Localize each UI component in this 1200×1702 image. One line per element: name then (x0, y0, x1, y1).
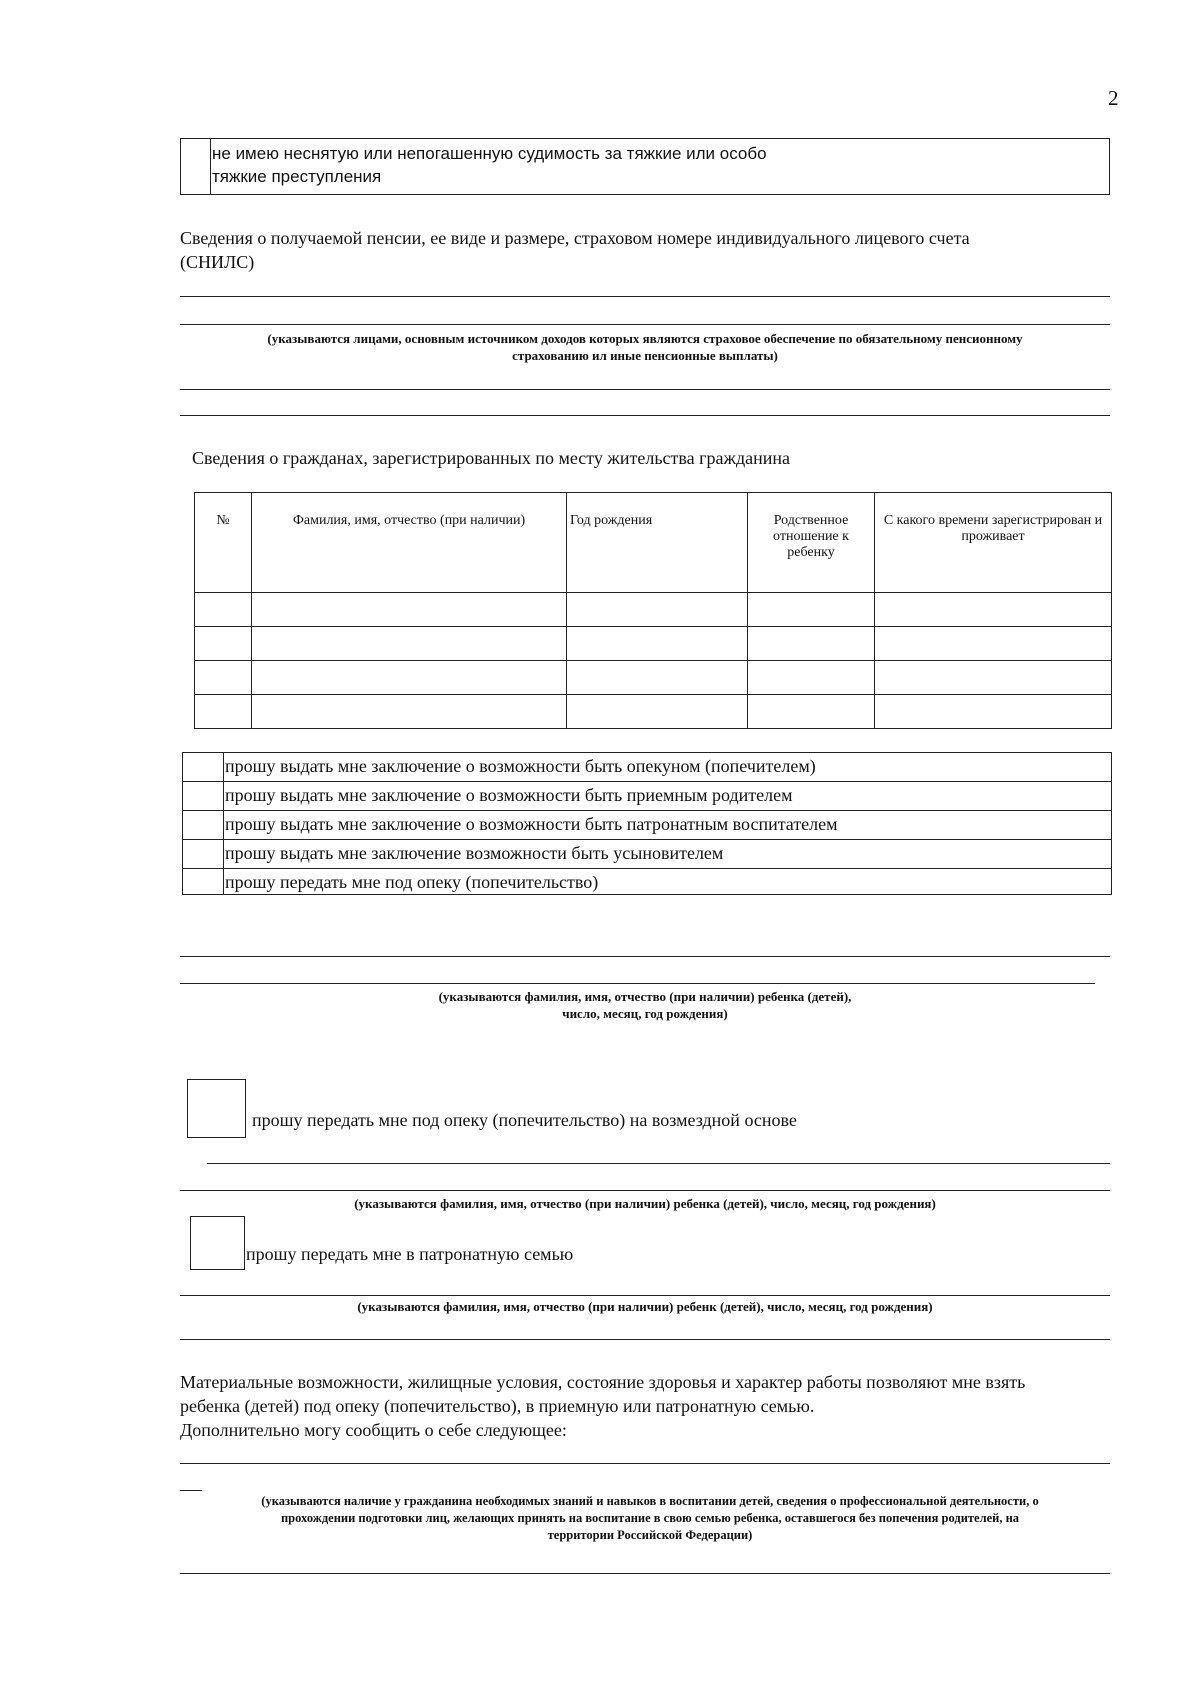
table-cell[interactable] (748, 661, 875, 695)
foster-family-checkbox[interactable] (190, 1216, 245, 1270)
conviction-checkbox[interactable] (181, 139, 211, 194)
paid-guardianship-label: прошу передать мне под опеку (попечительство) на возмездной основе (252, 1110, 797, 1130)
table-cell[interactable] (875, 593, 1112, 627)
request-checkbox[interactable] (183, 840, 224, 868)
table-cell[interactable] (875, 661, 1112, 695)
request-label: прошу выдать мне заключение о возможности быть приемным родителем (225, 785, 793, 805)
pension-line-1[interactable] (180, 296, 1110, 297)
request-item (183, 869, 1111, 894)
paid-guardianship-line-1[interactable] (207, 1163, 1110, 1164)
additional-line[interactable] (180, 1573, 1110, 1574)
request-item (183, 840, 1111, 869)
foster-family-note: (указываются фамилия, имя, отчество (при наличии) ребенк (детей), число, месяц, год рождения) (357, 1299, 933, 1314)
paid-guardianship-checkbox[interactable] (187, 1079, 246, 1138)
table-cell[interactable] (195, 627, 252, 661)
additional-note: (указываются наличие у гражданина необходимых знаний и навыков в воспитании детей, сведения о профессиональной деятельности, о прохождении подготовки лиц, желающих принять на воспитание в свою семью ребенка, оставшегося без попечения родителей, на территории Российской Федерации) (261, 1494, 1039, 1542)
foster-family-line-2[interactable] (180, 1339, 1110, 1340)
page-number: 2 (1108, 86, 1119, 110)
foster-family-line-1[interactable] (180, 1295, 1110, 1296)
table-cell[interactable] (252, 593, 567, 627)
table-cell[interactable] (195, 695, 252, 729)
pension-line-2[interactable] (180, 324, 1110, 325)
child-line-2[interactable] (180, 983, 1095, 984)
request-label: прошу передать мне под опеку (попечительство) (225, 872, 599, 892)
registered-heading: Сведения о гражданах, зарегистрированных по месту жительства гражданина (192, 448, 790, 468)
pension-heading: Сведения о получаемой пенсии, ее виде и размере, страховом номере индивидуального лицевого счета (СНИЛС) (180, 228, 970, 272)
requests-box (182, 752, 1112, 895)
table-row (195, 593, 1112, 627)
column-header-name: Фамилия, имя, отчество (при наличии) (252, 493, 567, 593)
table-row (195, 695, 1112, 729)
registered-citizens-table (194, 492, 1112, 729)
table-cell[interactable] (748, 627, 875, 661)
request-checkbox[interactable] (183, 753, 224, 781)
table-cell[interactable] (875, 627, 1112, 661)
paid-guardianship-note: (указываются фамилия, имя, отчество (при наличии) ребенка (детей), число, месяц, год рождения) (354, 1196, 936, 1211)
table-cell[interactable] (748, 593, 875, 627)
table-row (195, 627, 1112, 661)
table-cell[interactable] (567, 661, 748, 695)
conviction-statement-box (180, 138, 1110, 195)
table-cell[interactable] (567, 593, 748, 627)
table-cell[interactable] (748, 695, 875, 729)
table-cell[interactable] (252, 627, 567, 661)
column-header-birth-year: Год рождения (567, 493, 748, 593)
child-line-1[interactable] (180, 956, 1110, 957)
table-header-row (195, 493, 1112, 593)
request-label: прошу выдать мне заключение о возможности быть патронатным воспитателем (225, 814, 838, 834)
pension-note: (указываются лицами, основным источником доходов которых являются страховое обеспечение по обязательному пенсионному страхованию ил иные пенсионные выплаты) (267, 331, 1023, 363)
pension-line-3[interactable] (180, 389, 1110, 390)
request-checkbox[interactable] (183, 869, 224, 894)
paid-guardianship-line-2[interactable] (180, 1190, 1110, 1191)
request-item (183, 753, 1111, 782)
request-item (183, 782, 1111, 811)
request-item (183, 811, 1111, 840)
column-header-relation: Родственное отношение к ребенку (748, 493, 875, 593)
pension-line-4[interactable] (180, 415, 1110, 416)
foster-family-label: прошу передать мне в патронатную семью (246, 1244, 574, 1264)
table-cell[interactable] (252, 661, 567, 695)
table-cell[interactable] (252, 695, 567, 729)
request-checkbox[interactable] (183, 811, 224, 839)
conditions-paragraph: Материальные возможности, жилищные условия, состояние здоровья и характер работы позволяют мне взять ребенка (детей) под опеку (попечительство), в приемную или патронатную семью. Дополнительно могу сообщить о себе следующее: (180, 1372, 1026, 1440)
table-cell[interactable] (875, 695, 1112, 729)
table-cell[interactable] (195, 593, 252, 627)
table-cell[interactable] (567, 627, 748, 661)
column-header-number: № (195, 493, 252, 593)
short-line (180, 1490, 202, 1491)
conditions-line[interactable] (180, 1463, 1110, 1464)
request-checkbox[interactable] (183, 782, 224, 810)
table-cell[interactable] (195, 661, 252, 695)
table-row (195, 661, 1112, 695)
column-header-registered-since: С какого времени зарегистрирован и проживает (875, 493, 1112, 593)
request-label: прошу выдать мне заключение о возможности быть опекуном (попечителем) (225, 756, 816, 776)
table-cell[interactable] (567, 695, 748, 729)
conviction-statement-text: не имею неснятую или непогашенную судимость за тяжкие или особо тяжкие преступления (212, 144, 767, 186)
child-note: (указываются фамилия, имя, отчество (при наличии) ребенка (детей), число, месяц, год рождения) (438, 989, 852, 1021)
request-label: прошу выдать мне заключение возможности быть усыновителем (225, 843, 724, 863)
